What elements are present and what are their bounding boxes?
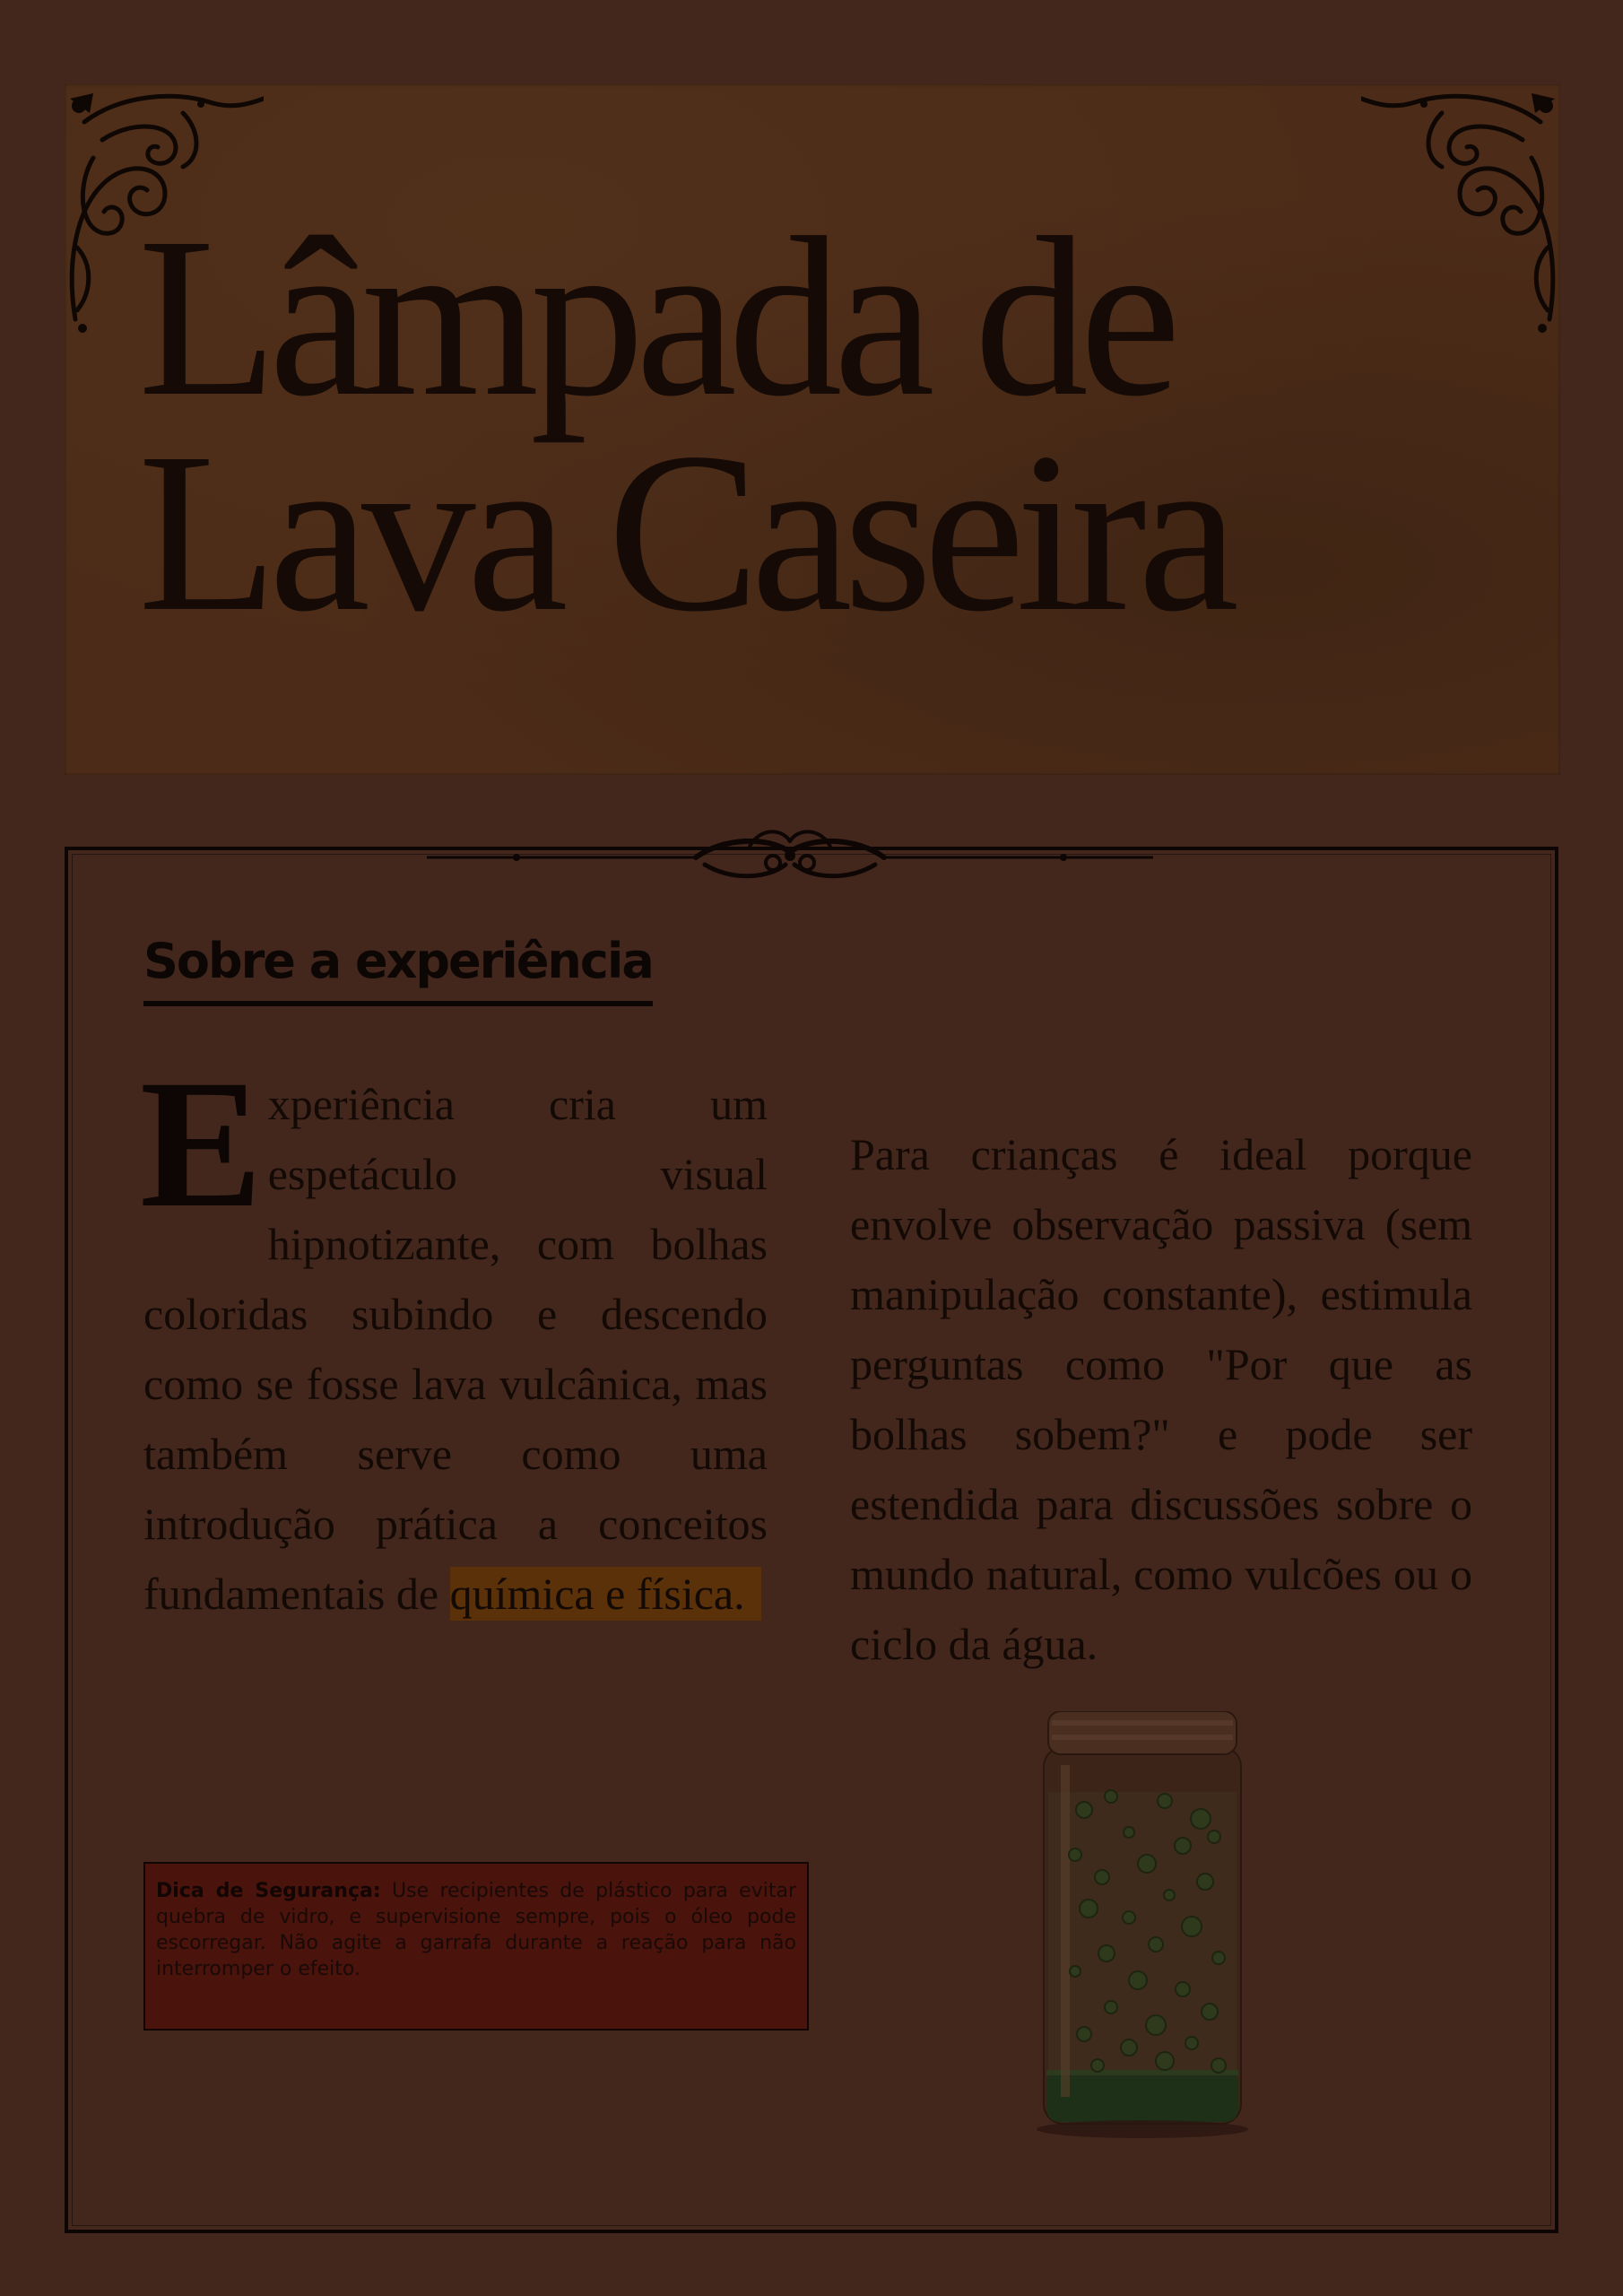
section-heading: Sobre a experiência — [143, 933, 653, 1006]
divider-flourish-icon — [427, 820, 1153, 891]
left-column-text: xperiência cria um espetáculo visual hipnotizante, com bolhas coloridas subindo e descendo como se fosse lava vulcânica, mas também serve como uma introdução prática a conceitos fundamentais de — [143, 1079, 768, 1619]
safety-tip-label: Dica de Segurança: — [156, 1880, 381, 1902]
corner-ornament-icon — [1361, 86, 1558, 337]
content-box — [65, 847, 1558, 2233]
title-line-2: Lava Caseira — [138, 406, 1231, 659]
title-panel — [65, 84, 1560, 775]
right-column: Para crianças é ideal porque envolve observação passiva (sem manipulação constante), estimula perguntas como "Por que as bolhas sobem?" e pode ser estendida para discussões sobre o mundo natural, como vulcões ou o ciclo da água. — [850, 1129, 1472, 1669]
drop-cap: E — [140, 1042, 263, 1246]
title-line-1: Lâmpada de — [138, 191, 1173, 444]
safety-tip-box — [143, 1862, 809, 2031]
highlighted-text: química e física. — [450, 1567, 761, 1621]
lava-jar-illustration — [1021, 1711, 1263, 2142]
left-column — [140, 1042, 768, 1629]
safety-tip-text: Use recipientes de plástico para evitar quebra de vidro, e supervisione sempre, pois o óleo pode escorregar. Não agite a garrafa durante a reação para não interromper o efeito. — [156, 1880, 796, 1980]
page-title — [138, 191, 1231, 659]
